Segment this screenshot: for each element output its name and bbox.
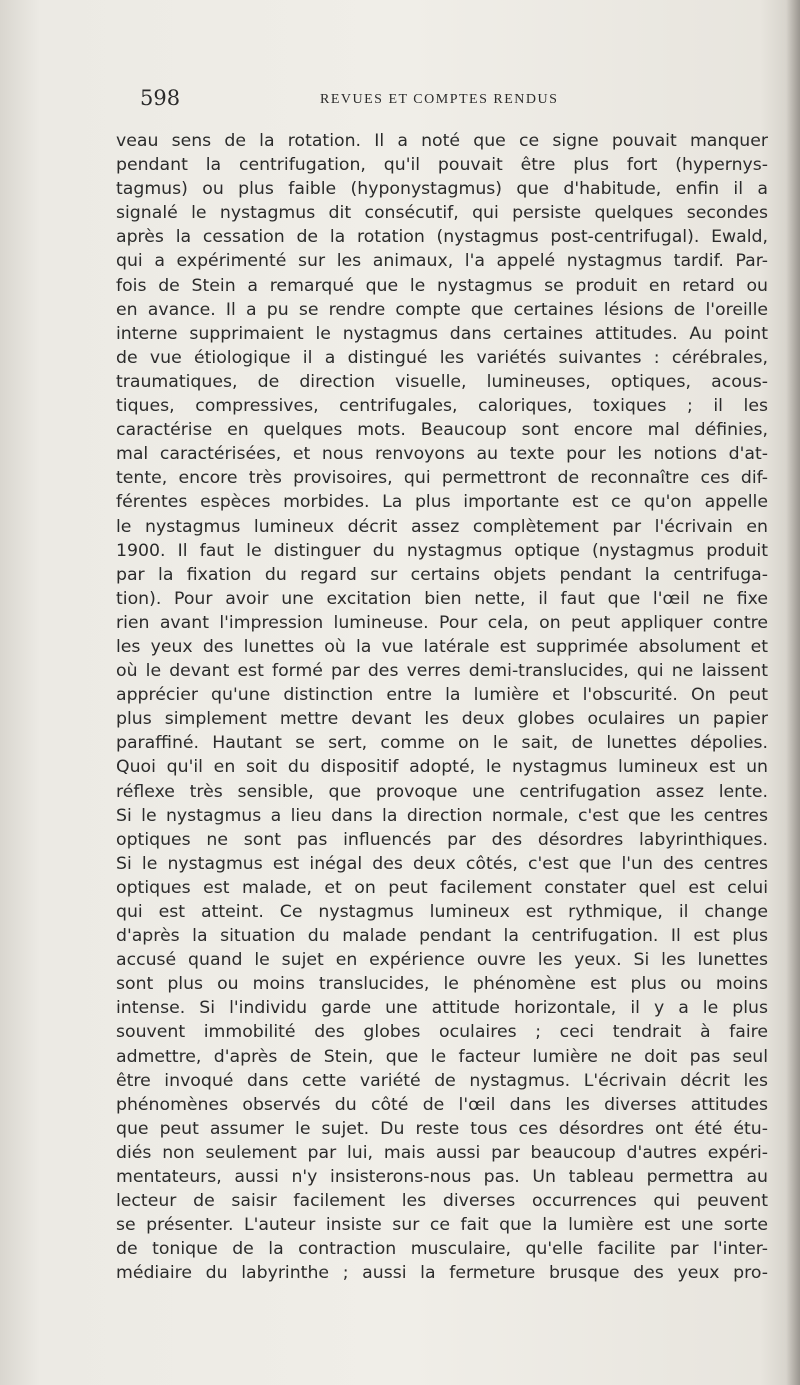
text-line: tiques, compressives, centrifugales, caloriques, toxiques ; il les bbox=[116, 396, 768, 417]
page-number: 598 bbox=[140, 86, 181, 110]
text-line: être invoqué dans cette variété de nystagmus. L'écrivain décrit les bbox=[116, 1070, 768, 1091]
text-line: caractérise en quelques mots. Beaucoup sont encore mal définies, bbox=[116, 420, 768, 441]
text-line: pendant la centrifugation, qu'il pouvait être plus fort (hypernys- bbox=[116, 155, 768, 176]
text-line: diés non seulement par lui, mais aussi par beaucoup d'autres expéri- bbox=[116, 1142, 768, 1163]
text-line: accusé quand le sujet en expérience ouvre les yeux. Si les lunettes bbox=[116, 950, 768, 971]
text-line: traumatiques, de direction visuelle, lumineuses, optiques, acous- bbox=[116, 371, 768, 392]
text-line: tente, encore très provisoires, qui permettront de reconnaître ces dif- bbox=[116, 468, 768, 489]
text-line: tion). Pour avoir une excitation bien nette, il faut que l'œil ne fixe bbox=[116, 588, 768, 609]
text-line: qui est atteint. Ce nystagmus lumineux est rythmique, il change bbox=[116, 902, 768, 922]
text-line: paraffiné. Hautant se sert, comme on le sait, de lunettes dépolies. bbox=[116, 733, 768, 754]
text-line: plus simplement mettre devant les deux globes oculaires un papier bbox=[116, 709, 768, 730]
text-line: qui a expérimenté sur les animaux, l'a appelé nystagmus tardif. Par- bbox=[116, 251, 768, 272]
text-line: signalé le nystagmus dit consécutif, qui persiste quelques secondes bbox=[116, 203, 768, 224]
text-line: tagmus) ou plus faible (hyponystagmus) que d'habitude, enfin il a bbox=[116, 179, 768, 200]
text-line: interne supprimaient le nystagmus dans certaines attitudes. Au point bbox=[116, 323, 768, 344]
page-header bbox=[0, 86, 800, 116]
text-line: les yeux des lunettes où la vue latérale est supprimée absolument et bbox=[116, 636, 768, 657]
text-line: médiaire du labyrinthe ; aussi la fermeture brusque des yeux pro- bbox=[116, 1263, 768, 1284]
text-line: où le devant est formé par des verres demi-translucides, qui ne laissent bbox=[116, 661, 768, 682]
text-line: lecteur de saisir facilement les diverses occurrences qui peuvent bbox=[116, 1191, 768, 1212]
text-line: Si le nystagmus a lieu dans la direction normale, c'est que les centres bbox=[116, 805, 768, 826]
body-text bbox=[116, 129, 768, 1286]
text-line: sont plus ou moins translucides, le phénomène est plus ou moins bbox=[116, 974, 768, 995]
text-line: intense. Si l'individu garde une attitude horizontale, il y a le plus bbox=[116, 998, 768, 1019]
running-head: REVUES ET COMPTES RENDUS bbox=[320, 92, 559, 107]
text-line: par la fixation du regard sur certains objets pendant la centrifuga- bbox=[116, 564, 768, 585]
text-line: apprécier qu'une distinction entre la lumière et l'obscurité. On peut bbox=[116, 685, 768, 706]
text-line: férentes espèces morbides. La plus importante est ce qu'on appelle bbox=[116, 492, 768, 513]
text-line: mentateurs, aussi n'y insisterons-nous pas. Un tableau permettra au bbox=[116, 1167, 768, 1188]
text-line: après la cessation de la rotation (nystagmus post-centrifugal). Ewald, bbox=[116, 227, 768, 248]
text-line: que peut assumer le sujet. Du reste tous ces désordres ont été étu- bbox=[116, 1118, 768, 1139]
text-line: le nystagmus lumineux décrit assez complètement par l'écrivain en bbox=[116, 516, 768, 537]
text-line: veau sens de la rotation. Il a noté que ce signe pouvait manquer bbox=[116, 131, 768, 151]
text-line: optiques est malade, et on peut facilement constater quel est celui bbox=[116, 877, 768, 898]
text-line: réflexe très sensible, que provoque une centrifugation assez lente. bbox=[116, 781, 768, 802]
text-line: souvent immobilité des globes oculaires ; ceci tendrait à faire bbox=[116, 1022, 768, 1043]
text-line: rien avant l'impression lumineuse. Pour cela, on peut appliquer contre bbox=[116, 612, 768, 633]
text-line: Si le nystagmus est inégal des deux côtés, c'est que l'un des centres bbox=[116, 853, 768, 874]
text-line: admettre, d'après de Stein, que le facteur lumière ne doit pas seul bbox=[116, 1046, 768, 1067]
text-line: en avance. Il a pu se rendre compte que certaines lésions de l'oreille bbox=[116, 299, 768, 320]
text-line: mal caractérisées, et nous renvoyons au texte pour les notions d'at- bbox=[116, 444, 768, 465]
text-line: se présenter. L'auteur insiste sur ce fait que la lumière est une sorte bbox=[116, 1215, 768, 1236]
text-line: de tonique de la contraction musculaire, qu'elle facilite par l'inter- bbox=[116, 1239, 768, 1260]
text-line: phénomènes observés du côté de l'œil dans les diverses attitudes bbox=[116, 1094, 768, 1115]
text-line: optiques ne sont pas influencés par des désordres labyrinthiques. bbox=[116, 829, 768, 850]
page-edge-shadow bbox=[786, 0, 800, 1385]
text-line: d'après la situation du malade pendant la centrifugation. Il est plus bbox=[116, 926, 768, 947]
text-line: Quoi qu'il en soit du dispositif adopté, le nystagmus lumineux est un bbox=[116, 757, 768, 778]
text-line: 1900. Il faut le distinguer du nystagmus optique (nystagmus produit bbox=[116, 540, 768, 561]
text-line: fois de Stein a remarqué que le nystagmus se produit en retard ou bbox=[116, 275, 768, 296]
text-line: de vue étiologique il a distingué les variétés suivantes : cérébrales, bbox=[116, 347, 768, 368]
